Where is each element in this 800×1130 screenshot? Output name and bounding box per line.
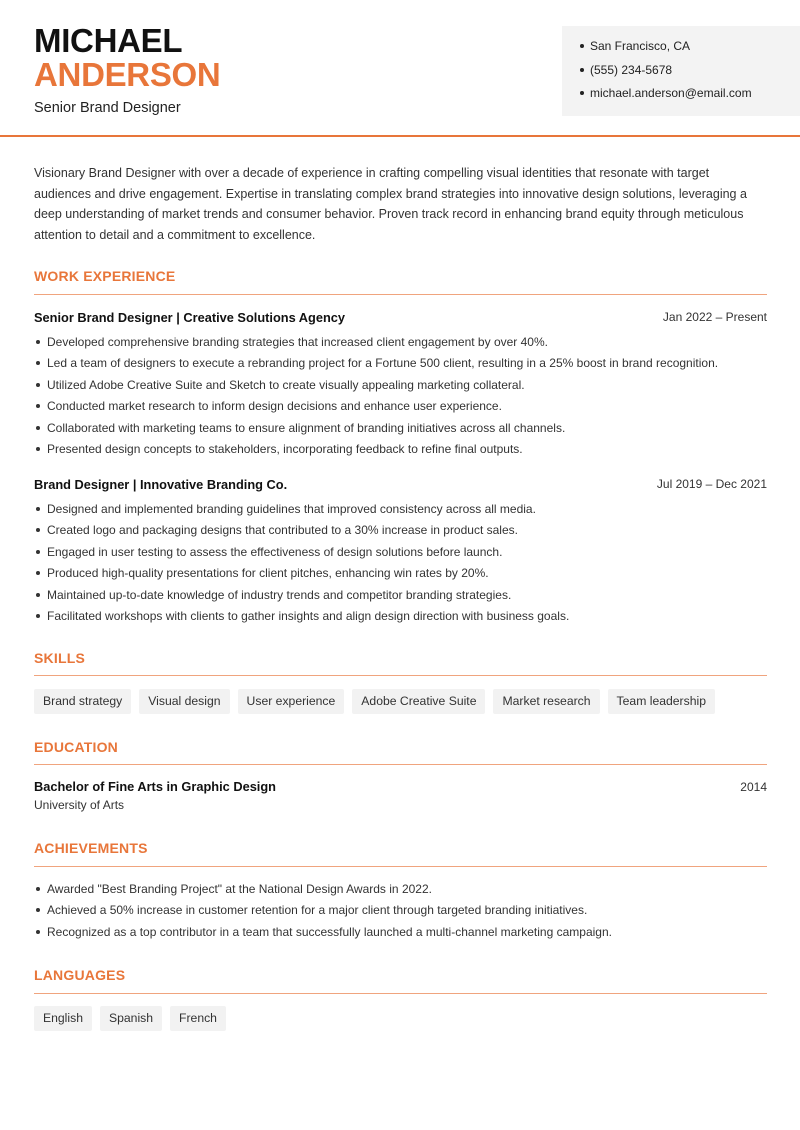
summary: Visionary Brand Designer with over a decade of experience in crafting compelling visual identities that resonate with target audiences and drive engagement. Expertise in translating complex brand strategies into innovative design solutions, leveraging a deep understanding of market trends and consumer behavior. Proven track record in enhancing brand equity through meticulous attention to detail and a commitment to excellence. <box>34 166 747 243</box>
contact-email[interactable]: michael.anderson@email.com <box>580 85 800 109</box>
section-title-achievements: ACHIEVEMENTS <box>34 840 148 856</box>
list-item: Achieved a 50% increase in customer retention for a major client through targeted branding initiatives. <box>34 902 767 923</box>
section-title-skills: SKILLS <box>34 650 85 666</box>
work-bullets <box>34 501 767 629</box>
contact-location: San Francisco, CA <box>580 38 800 62</box>
section-divider <box>34 993 767 994</box>
work-title: Brand Designer | Innovative Branding Co. <box>34 477 288 492</box>
skill-chip: Visual design <box>139 689 229 714</box>
section-divider <box>34 675 767 676</box>
resume-header <box>0 0 800 137</box>
skill-chip: Brand strategy <box>34 689 131 714</box>
education-entry <box>34 779 767 812</box>
languages-list <box>34 1006 226 1031</box>
work-entry <box>34 309 767 462</box>
job-title: Senior Brand Designer <box>34 100 181 116</box>
language-chip: English <box>34 1006 92 1031</box>
section-title-education: EDUCATION <box>34 739 118 755</box>
skill-chip: Market research <box>493 689 599 714</box>
education-year: 2014 <box>740 780 767 794</box>
list-item: Maintained up-to-date knowledge of industry trends and competitor branding strategies. <box>34 587 767 608</box>
work-bullets <box>34 334 767 462</box>
work-entry <box>34 476 767 629</box>
list-item: Produced high-quality presentations for client pitches, enhancing win rates by 20%. <box>34 565 767 586</box>
list-item: Conducted market research to inform design decisions and enhance user experience. <box>34 398 767 419</box>
list-item: Collaborated with marketing teams to ensure alignment of branding initiatives across all channels. <box>34 420 767 441</box>
education-degree: Bachelor of Fine Arts in Graphic Design <box>34 779 276 794</box>
section-title-work: WORK EXPERIENCE <box>34 268 176 284</box>
work-title: Senior Brand Designer | Creative Solutions Agency <box>34 310 346 325</box>
list-item: Facilitated workshops with clients to gather insights and align design direction with business goals. <box>34 608 767 629</box>
list-item: Awarded "Best Branding Project" at the National Design Awards in 2022. <box>34 881 767 902</box>
list-item: Led a team of designers to execute a rebranding project for a Fortune 500 client, resulting in a 25% boost in brand recognition. <box>34 355 767 376</box>
list-item: Developed comprehensive branding strategies that increased client engagement by over 40%. <box>34 334 767 355</box>
language-chip: Spanish <box>100 1006 162 1031</box>
list-item: Recognized as a top contributor in a team that successfully launched a multi-channel marketing campaign. <box>34 924 767 945</box>
list-item: Engaged in user testing to assess the effectiveness of design solutions before launch. <box>34 544 767 565</box>
skill-chip: Adobe Creative Suite <box>352 689 485 714</box>
list-item: Utilized Adobe Creative Suite and Sketch to create visually appealing marketing collateral. <box>34 377 767 398</box>
section-divider <box>34 866 767 867</box>
work-dates: Jul 2019 – Dec 2021 <box>656 477 767 491</box>
contact-phone: (555) 234-5678 <box>580 62 800 86</box>
skill-chip: Team leadership <box>608 689 715 714</box>
contact-box <box>562 26 800 116</box>
list-item: Created logo and packaging designs that contributed to a 30% increase in product sales. <box>34 522 767 543</box>
last-name: ANDERSON <box>34 56 221 93</box>
work-entry-header <box>34 476 767 496</box>
skills-list <box>34 689 715 714</box>
section-divider <box>34 294 767 295</box>
list-item: Presented design concepts to stakeholders, incorporating feedback to refine final outputs. <box>34 441 767 462</box>
skill-chip: User experience <box>238 689 345 714</box>
achievements-list <box>34 881 767 945</box>
first-name: MICHAEL <box>34 22 183 59</box>
section-divider <box>34 764 767 765</box>
language-chip: French <box>170 1006 226 1031</box>
section-title-languages: LANGUAGES <box>34 967 126 983</box>
list-item: Designed and implemented branding guidelines that improved consistency across all media. <box>34 501 767 522</box>
education-school: University of Arts <box>34 798 125 812</box>
work-entry-header <box>34 309 767 329</box>
work-dates: Jan 2022 – Present <box>662 310 767 324</box>
